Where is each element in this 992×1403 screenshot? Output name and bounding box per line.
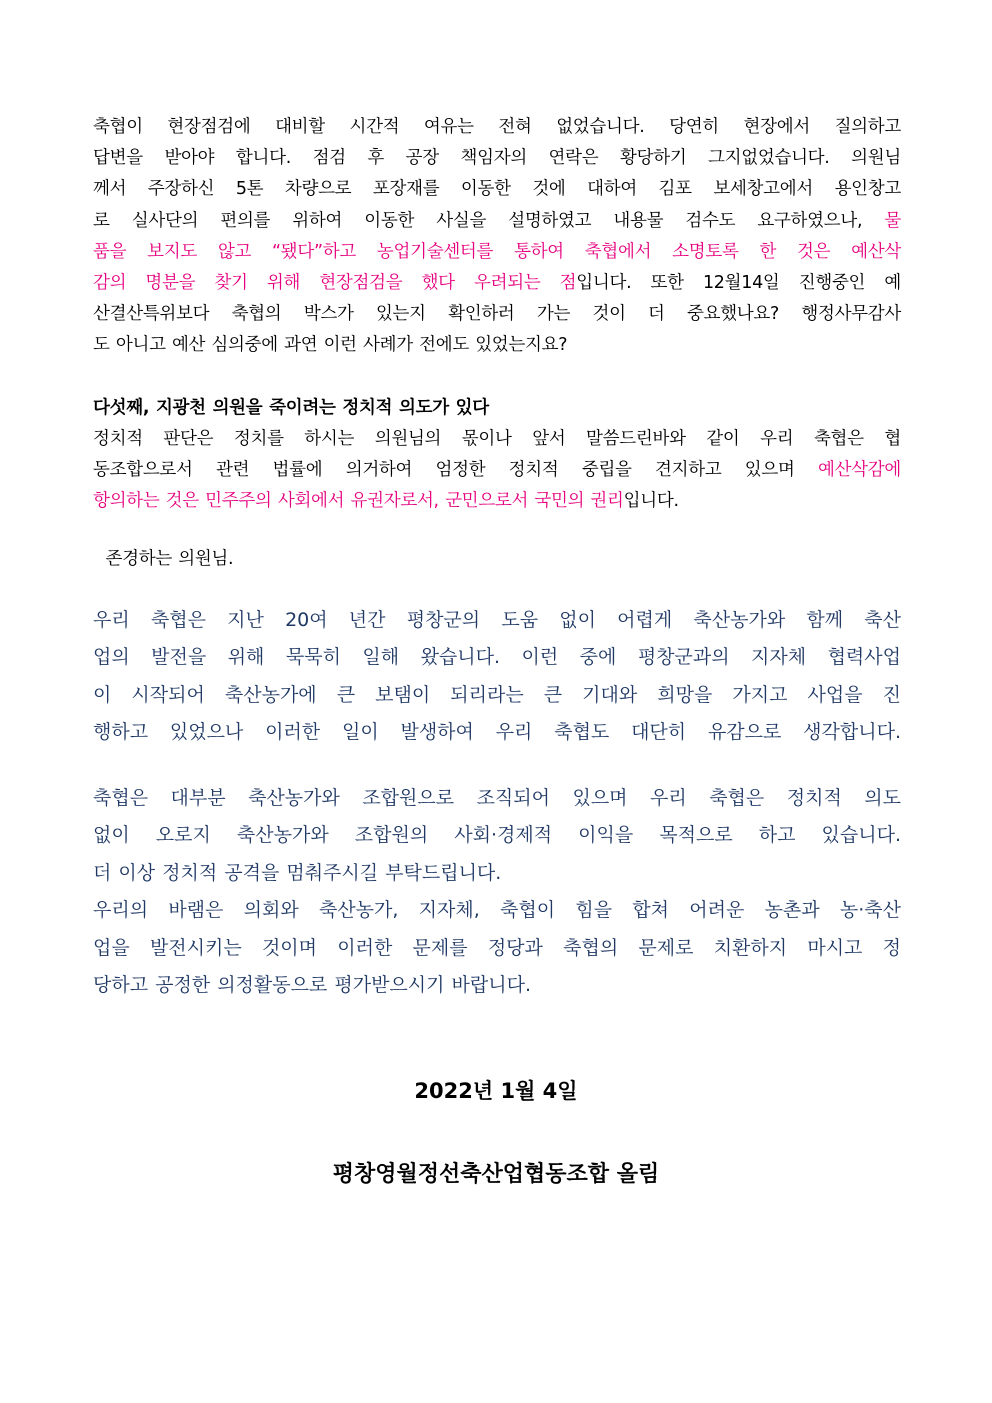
text-line: 우리 축협은 지난 20여 년간 평창군의 도움 없이 어렵게 축산농가와 함께 축산 xyxy=(93,608,901,631)
text-line: 축협이 현장점검에 대비할 시간적 여유는 전혀 없었습니다. 당연히 현장에서 질의하고 xyxy=(93,117,901,137)
text-line: 정치적 판단은 정치를 하시는 의원님의 몫이나 앞서 말씀드린바와 같이 우리 축협은 협 xyxy=(93,428,901,449)
text-line: 없이 오로지 축산농가와 조합원의 사회·경제적 이익을 목적으로 하고 있습니다. xyxy=(93,824,901,847)
text-line: 업을 발전시키는 것이며 이러한 문제를 정당과 축협의 문제로 치환하지 마시고 정 xyxy=(93,936,901,959)
document-body xyxy=(93,112,901,1005)
text-line: 산결산특위보다 축협의 박스가 있는지 확인하러 가는 것이 더 중요했나요? 행정사무감사 xyxy=(93,304,901,325)
text-line: 이 시작되어 축산농가에 큰 보탬이 되리라는 큰 기대와 희망을 가지고 사업을 진 xyxy=(93,683,901,706)
greeting: 존경하는 의원님. xyxy=(93,549,234,570)
highlighted-line: 품을 보지도 않고 “됐다”하고 농업기술센터를 통하여 축협에서 소명토록 한 것은 예산삭 xyxy=(93,241,901,262)
text-line: 께서 주장하신 5톤 차량으로 포장재를 이동한 것에 대하여 김포 보세창고에서 용인창고 xyxy=(93,179,901,200)
closing-paragraphs xyxy=(93,602,901,1005)
text-segment: 로 실사단의 편의를 위하여 이동한 사실을 설명하였고 내용물 검수도 요구하였으나, xyxy=(93,210,863,231)
text-line: 행하고 있었으나 이러한 일이 발생하여 우리 축협도 대단히 유감으로 생각합니다. xyxy=(93,721,901,744)
highlighted-text: 감의 명분을 찾기 위해 현장점검을 했다 우려되는 점 xyxy=(93,272,577,293)
section-heading: 다섯째, 지광천 의원을 죽이려는 정치적 의도가 있다 xyxy=(93,397,489,418)
text-segment: 입니다. xyxy=(623,491,679,512)
text-line: 도 아니고 예산 심의중에 과연 이런 사례가 전에도 있었는지요? xyxy=(93,335,568,356)
text-segment: 동조합으로서 관련 법률에 의거하여 엄정한 정치적 중립을 견지하고 있으며 xyxy=(93,460,818,481)
section-fifth xyxy=(93,393,901,518)
highlighted-text: 예산삭감에 xyxy=(817,460,901,481)
paragraph-site-inspection xyxy=(93,112,901,362)
highlighted-text: 물 xyxy=(862,210,901,231)
text-line: 당하고 공정한 의정활동으로 평가받으시기 바랍니다. xyxy=(93,974,531,997)
text-line: 더 이상 정치적 공격을 멈춰주시길 부탁드립니다. xyxy=(93,861,502,884)
text-line: 답변을 받아야 합니다. 점검 후 공장 책임자의 연락은 황당하기 그지없었습니다. 의원님 xyxy=(93,148,901,169)
text-line xyxy=(93,206,901,237)
highlighted-text: 항의하는 것은 민주주의 사회에서 유권자로서, 군민으로서 국민의 권리 xyxy=(93,491,624,512)
text-line xyxy=(93,268,901,299)
text-line: 축협은 대부분 축산농가와 조합원으로 조직되어 있으며 우리 축협은 정치적 의도 xyxy=(93,786,901,809)
text-line: 우리의 바램은 의회와 축산농가, 지자체, 축협이 힘을 합쳐 어려운 농촌과 농·축산 xyxy=(93,899,901,922)
text-line: 업의 발전을 위해 묵묵히 일해 왔습니다. 이런 중에 평창군과의 지자체 협력사업 xyxy=(93,646,901,669)
text-line xyxy=(93,486,901,517)
document-date: 2022년 1월 4일 xyxy=(414,1079,578,1103)
text-line xyxy=(93,455,901,486)
signature: 평창영월정선축산업협동조합 올림 xyxy=(332,1162,660,1187)
text-segment: 입니다. 또한 12월14일 진행중인 예 xyxy=(576,272,901,293)
